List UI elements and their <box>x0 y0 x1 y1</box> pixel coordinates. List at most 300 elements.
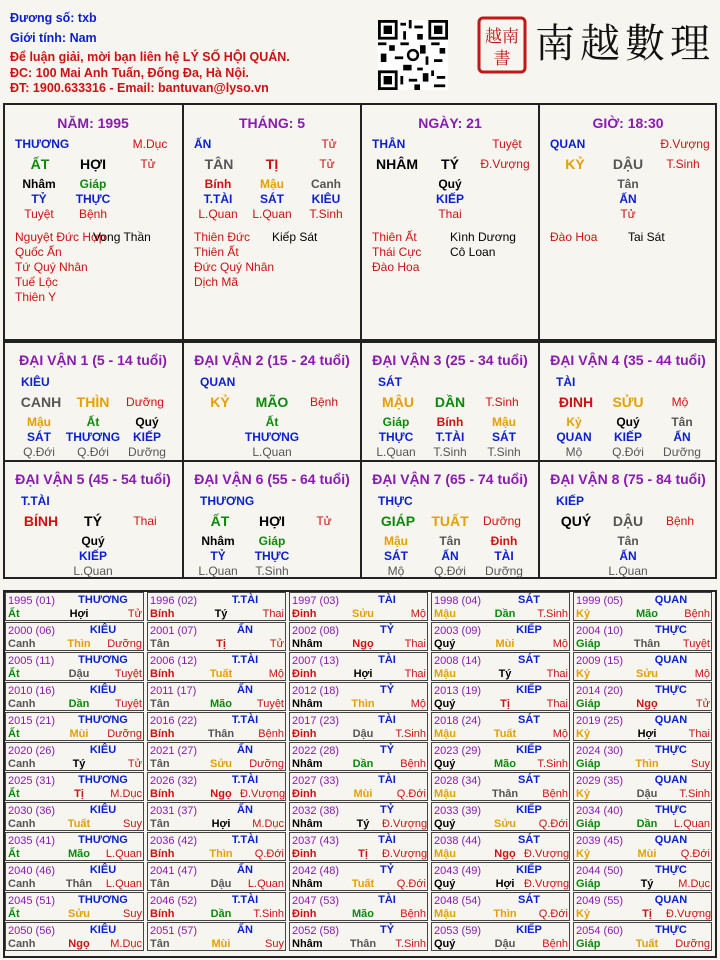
star-good: Thiên Đức <box>194 230 251 244</box>
annual-role: THƯƠNG <box>78 654 128 666</box>
annual-year: 2003 (09) <box>434 625 482 637</box>
annual-role: T.TÀI <box>231 714 259 726</box>
annual-can: Nhâm <box>292 698 323 710</box>
pillar-chi-state: T.Sinh <box>666 157 700 171</box>
annual-state: Đ.Vượng <box>382 848 428 860</box>
address-line: ĐC: 100 Mai Anh Tuấn, Đống Đa, Hà Nội. <box>10 66 249 80</box>
dai-van-hidden-can: Đinh <box>490 534 518 548</box>
annual-can: Đinh <box>292 668 317 680</box>
annual-cell[interactable] <box>289 892 428 921</box>
annual-year: 2029 (35) <box>576 775 624 787</box>
star-good: Thiên Ất <box>194 245 239 259</box>
annual-role: KIẾP <box>516 624 542 636</box>
annual-year: 2023 (29) <box>434 745 482 757</box>
dai-van-hidden-can: Nhâm <box>201 534 235 548</box>
dai-van-title: ĐẠI VẬN 5 (45 - 54 tuổi) <box>15 471 171 487</box>
annual-can: Mậu <box>434 668 456 680</box>
annual-cell[interactable] <box>573 712 712 741</box>
annual-chi: Tị <box>500 698 510 710</box>
annual-chi: Tý <box>498 668 512 680</box>
annual-cell[interactable] <box>573 862 712 891</box>
annual-cell[interactable] <box>5 862 144 891</box>
annual-state: Tuyệt <box>682 638 710 650</box>
dai-van-chi: HỢI <box>259 513 285 529</box>
annual-year: 2034 (40) <box>576 805 624 817</box>
annual-cell[interactable] <box>147 682 286 711</box>
annual-year: 2046 (52) <box>150 895 198 907</box>
annual-cell[interactable] <box>289 832 428 861</box>
annual-state: Đ.Vượng <box>382 818 428 830</box>
hidden-can: Bính <box>204 177 232 191</box>
dai-van-hidden-role: KIẾP <box>78 549 107 563</box>
annual-year: 2047 (53) <box>292 895 340 907</box>
annual-chi: Tý <box>214 608 228 620</box>
annual-can: Mậu <box>434 848 456 860</box>
annual-cell[interactable] <box>147 922 286 951</box>
annual-state: Mộ <box>552 728 568 740</box>
dai-van-hidden-can: Quý <box>616 415 640 429</box>
annual-cell[interactable] <box>431 592 570 621</box>
annual-chi: Hợi <box>211 818 231 830</box>
annual-cell[interactable] <box>573 622 712 651</box>
annual-year: 1998 (04) <box>434 595 482 607</box>
pillar-can: TÂN <box>204 156 234 172</box>
dai-van-hidden-role: ẤN <box>441 549 459 563</box>
annual-cell[interactable] <box>147 892 286 921</box>
annual-cell[interactable] <box>431 652 570 681</box>
annual-chi: Tuất <box>209 668 233 680</box>
annual-cell[interactable] <box>5 802 144 831</box>
annual-role: QUAN <box>654 894 688 906</box>
annual-year: 2054 (60) <box>576 925 624 937</box>
annual-state: Bệnh <box>684 608 710 620</box>
annual-state: Mộ <box>268 668 284 680</box>
hidden-can: Tân <box>617 177 639 191</box>
annual-role: ẤN <box>237 744 253 756</box>
annual-can: Kỷ <box>576 668 591 680</box>
annual-cell[interactable] <box>573 682 712 711</box>
annual-cell[interactable] <box>5 622 144 651</box>
annual-state: M.Dục <box>678 878 710 890</box>
dai-van-hidden-state: Q.Đới <box>77 445 109 459</box>
annual-cell[interactable] <box>289 682 428 711</box>
dai-van-can: KỶ <box>210 394 230 410</box>
annual-role: THƯƠNG <box>78 714 128 726</box>
annual-can: Nhâm <box>292 878 323 890</box>
annual-year: 2032 (38) <box>292 805 340 817</box>
dai-van-hidden-role: KIẾP <box>613 430 642 444</box>
annual-can: Ất <box>8 668 20 680</box>
annual-chi: Tị <box>74 788 84 800</box>
annual-cell[interactable] <box>431 892 570 921</box>
annual-role: THỰC <box>655 924 687 936</box>
annual-can: Giáp <box>576 878 601 890</box>
annual-year: 2048 (54) <box>434 895 482 907</box>
annual-can: Tân <box>150 818 170 830</box>
annual-state: Q.Đới <box>396 878 426 890</box>
annual-state: L.Quan <box>105 848 142 860</box>
dai-van-hidden-state: T.Sinh <box>487 445 521 459</box>
dai-van-hidden-can: Kỷ <box>566 415 582 429</box>
annual-role: ẤN <box>237 864 253 876</box>
annual-year: 1997 (03) <box>292 595 340 607</box>
annual-cell[interactable] <box>289 802 428 831</box>
annual-year: 2044 (50) <box>576 865 624 877</box>
annual-role: KIẾP <box>516 924 542 936</box>
owner-name: Đương số: txb <box>10 11 97 25</box>
annual-chi: Ngọ <box>210 788 232 800</box>
annual-cell[interactable] <box>5 652 144 681</box>
annual-year: 1996 (02) <box>150 595 198 607</box>
annual-cell[interactable] <box>5 682 144 711</box>
dai-van-hidden-can: Bính <box>436 415 464 429</box>
dai-van-role: THỰC <box>378 494 413 508</box>
annual-state: T.Sinh <box>679 788 710 800</box>
annual-state: Suy <box>265 938 284 950</box>
annual-state: L.Quan <box>673 818 710 830</box>
annual-role: TÀI <box>378 834 396 846</box>
dai-van-can: ẤT <box>210 513 230 529</box>
hidden-state: Bệnh <box>78 207 108 221</box>
annual-state: Thai <box>404 668 426 680</box>
annual-can: Quý <box>434 818 456 830</box>
annual-cell[interactable] <box>431 622 570 651</box>
annual-can: Kỷ <box>576 848 591 860</box>
hidden-role: T.TÀI <box>203 192 233 206</box>
annual-year: 2025 (31) <box>8 775 56 787</box>
annual-role: ẤN <box>237 804 253 816</box>
annual-role: SÁT <box>518 594 540 606</box>
annual-cell[interactable] <box>573 772 712 801</box>
annual-role: TỶ <box>379 684 395 696</box>
annual-chi: Sửu <box>351 608 375 620</box>
annual-chi: Mão <box>636 608 658 620</box>
annual-chi: Dậu <box>68 668 90 680</box>
dai-van-hidden-role: THƯƠNG <box>65 430 121 444</box>
annual-state: Suy <box>123 908 142 920</box>
annual-state: Bệnh <box>400 908 426 920</box>
annual-cell[interactable] <box>147 712 286 741</box>
dai-van-title: ĐẠI VẬN 6 (55 - 64 tuổi) <box>194 471 350 487</box>
annual-cell[interactable] <box>289 652 428 681</box>
dai-van-title: ĐẠI VẬN 2 (15 - 24 tuổi) <box>194 352 350 368</box>
annual-cell[interactable] <box>431 742 570 771</box>
dai-van-hidden-state: T.Sinh <box>255 564 289 578</box>
annual-role: QUAN <box>654 654 688 666</box>
annual-cell[interactable] <box>289 712 428 741</box>
annual-cell[interactable] <box>5 772 144 801</box>
star-bad: Vong Thần <box>93 230 151 244</box>
dai-van-hidden-role: TỶ <box>210 549 226 563</box>
annual-cell[interactable] <box>147 652 286 681</box>
annual-role: KIÊU <box>89 744 117 756</box>
annual-cell[interactable] <box>573 922 712 951</box>
qr-code-icon[interactable] <box>378 20 448 90</box>
annual-role: THƯƠNG <box>78 594 128 606</box>
annual-cell[interactable] <box>431 922 570 951</box>
annual-cell[interactable] <box>431 832 570 861</box>
annual-state: T.Sinh <box>537 608 568 620</box>
divider <box>538 341 540 579</box>
annual-year: 2052 (58) <box>292 925 340 937</box>
annual-role: SÁT <box>518 834 540 846</box>
annual-can: Nhâm <box>292 818 323 830</box>
annual-chi: Dậu <box>352 728 374 740</box>
annual-chi: Mão <box>352 908 374 920</box>
annual-cell[interactable] <box>5 892 144 921</box>
annual-chi: Mão <box>494 758 516 770</box>
annual-can: Quý <box>434 638 456 650</box>
annual-role: TÀI <box>378 654 396 666</box>
dai-van-hidden-can: Ất <box>86 415 100 429</box>
annual-cell[interactable] <box>289 862 428 891</box>
annual-year: 2042 (48) <box>292 865 340 877</box>
seal-stamp-icon <box>477 15 527 75</box>
annual-state: Bệnh <box>258 728 284 740</box>
annual-state: Thai <box>546 668 568 680</box>
annual-can: Ất <box>8 848 20 860</box>
annual-state: Bệnh <box>542 788 568 800</box>
annual-chi: Thân <box>633 638 661 650</box>
annual-year: 2024 (30) <box>576 745 624 757</box>
annual-cell[interactable] <box>5 742 144 771</box>
dai-van-hidden-can: Tân <box>439 534 461 548</box>
annual-chi: Dậu <box>210 878 232 890</box>
annual-cell[interactable] <box>147 772 286 801</box>
annual-cell[interactable] <box>5 832 144 861</box>
pillar-chi-state: Đ.Vượng <box>480 157 530 171</box>
annual-role: TÀI <box>378 894 396 906</box>
star-good: Đào Hoa <box>550 230 598 244</box>
pillar-chi: TÝ <box>441 156 459 172</box>
annual-year: 2031 (37) <box>150 805 198 817</box>
annual-state: T.Sinh <box>395 728 426 740</box>
divider <box>182 341 184 579</box>
pillar-role-state: Tuyệt <box>492 137 522 151</box>
annual-can: Mậu <box>434 728 456 740</box>
annual-can: Kỷ <box>576 728 591 740</box>
annual-role: THỰC <box>655 804 687 816</box>
annual-year: 2033 (39) <box>434 805 482 817</box>
hidden-state: T.Sinh <box>309 207 343 221</box>
annual-year: 2027 (33) <box>292 775 340 787</box>
annual-year: 2000 (06) <box>8 625 56 637</box>
pillar-title: NGÀY: 21 <box>418 115 482 131</box>
annual-role: T.TÀI <box>231 834 259 846</box>
divider <box>360 103 362 341</box>
annual-year: 2035 (41) <box>8 835 56 847</box>
annual-state: Q.Đới <box>396 788 426 800</box>
annual-cell[interactable] <box>147 742 286 771</box>
annual-chi: Tị <box>642 908 652 920</box>
annual-cell[interactable] <box>431 802 570 831</box>
annual-chi: Mão <box>210 698 232 710</box>
hidden-role: ẤN <box>619 192 637 206</box>
annual-cell[interactable] <box>147 832 286 861</box>
annual-cell[interactable] <box>431 682 570 711</box>
pillar-chi: TỊ <box>265 156 279 172</box>
annual-year: 2020 (26) <box>8 745 56 757</box>
annual-role: KIẾP <box>516 684 542 696</box>
dai-van-chi: DẦN <box>434 394 466 410</box>
annual-cell[interactable] <box>289 742 428 771</box>
annual-year: 2040 (46) <box>8 865 56 877</box>
pillar-can: KỶ <box>565 156 585 172</box>
annual-role: TÀI <box>378 774 396 786</box>
annual-state: Đ.Vượng <box>524 878 570 890</box>
pillar-can: NHÂM <box>376 156 418 172</box>
pillar-role: THƯƠNG <box>15 137 70 151</box>
annual-cell[interactable] <box>289 592 428 621</box>
annual-cell[interactable] <box>5 712 144 741</box>
annual-can: Kỷ <box>576 608 591 620</box>
dai-van-can: MẬU <box>382 394 414 410</box>
annual-state: Thai <box>404 638 426 650</box>
annual-can: Tân <box>150 638 170 650</box>
dai-van-title: ĐẠI VẬN 8 (75 - 84 tuổi) <box>550 471 706 487</box>
annual-state: M.Dục <box>110 938 142 950</box>
annual-year: 2018 (24) <box>434 715 482 727</box>
star-bad: Kình Dương <box>450 230 516 244</box>
dai-van-hidden-can: Ất <box>265 415 279 429</box>
pillar-title: THÁNG: 5 <box>238 115 306 131</box>
dai-van-role: SÁT <box>378 375 402 389</box>
annual-state: Q.Đới <box>680 848 710 860</box>
annual-can: Canh <box>8 818 36 830</box>
star-good: Quốc Ấn <box>15 245 62 259</box>
annual-cell[interactable] <box>5 922 144 951</box>
hidden-role: THỰC <box>75 192 111 206</box>
annual-year: 2015 (21) <box>8 715 56 727</box>
annual-cell[interactable] <box>5 592 144 621</box>
annual-can: Ất <box>8 728 20 740</box>
annual-cell[interactable] <box>573 802 712 831</box>
annual-chi: Thìn <box>493 908 517 920</box>
annual-chi: Dậu <box>636 788 658 800</box>
annual-cell[interactable] <box>573 832 712 861</box>
annual-year: 2010 (16) <box>8 685 56 697</box>
pillar-role-state: M.Dục <box>132 137 168 151</box>
dai-van-hidden-can: Giáp <box>258 534 286 548</box>
annual-cell[interactable] <box>431 862 570 891</box>
dai-van-can: QUÝ <box>560 513 592 529</box>
annual-state: Bệnh <box>542 938 568 950</box>
annual-cell[interactable] <box>147 592 286 621</box>
annual-chi: Ngọ <box>68 938 90 950</box>
annual-chi: Ngọ <box>494 848 516 860</box>
star-good: Tuế Lộc <box>15 275 58 289</box>
annual-role: KIÊU <box>89 924 117 936</box>
annual-cell[interactable] <box>289 922 428 951</box>
annual-chi: Thân <box>207 728 235 740</box>
phone-email-line: ĐT: 1900.633316 - Email: bantuvan@lyso.vn <box>10 81 269 95</box>
annual-cell[interactable] <box>431 712 570 741</box>
annual-can: Đinh <box>292 728 317 740</box>
pillar-chi: DẬU <box>612 156 644 172</box>
annual-year: 2001 (07) <box>150 625 198 637</box>
annual-state: Tử <box>695 698 710 710</box>
annual-state: L.Quan <box>247 878 284 890</box>
dai-van-can: CANH <box>20 394 62 410</box>
annual-chi: Sửu <box>635 668 659 680</box>
pillar-role-state: Tử <box>321 137 337 151</box>
annual-can: Giáp <box>576 938 601 950</box>
dai-van-hidden-role: ẤN <box>619 549 637 563</box>
annual-state: Mộ <box>410 698 426 710</box>
annual-can: Mậu <box>434 608 456 620</box>
annual-cell[interactable] <box>431 772 570 801</box>
dai-van-chi: DẬU <box>612 513 644 529</box>
annual-role: ẤN <box>237 684 253 696</box>
dai-van-hidden-state: L.Quan <box>73 564 113 578</box>
annual-year: 2036 (42) <box>150 835 198 847</box>
annual-role: ẤN <box>237 624 253 636</box>
annual-chi: Thìn <box>209 848 233 860</box>
hidden-can: Nhâm <box>22 177 56 191</box>
annual-cell[interactable] <box>573 742 712 771</box>
gender: Giới tính: Nam <box>10 31 97 45</box>
star-bad: Tai Sát <box>628 230 665 244</box>
annual-chi: Hợi <box>353 668 373 680</box>
dai-van-hidden-can: Mậu <box>27 415 51 429</box>
annual-state: Mộ <box>552 638 568 650</box>
annual-cell[interactable] <box>573 892 712 921</box>
hidden-state: L.Quan <box>252 207 292 221</box>
annual-state: Thai <box>262 608 284 620</box>
annual-chi: Tuất <box>635 938 659 950</box>
annual-state: Mộ <box>410 608 426 620</box>
annual-cell[interactable] <box>289 772 428 801</box>
annual-role: TỶ <box>379 924 395 936</box>
annual-chi: Dậu <box>494 938 516 950</box>
annual-role: SÁT <box>518 774 540 786</box>
annual-cell[interactable] <box>147 802 286 831</box>
annual-role: QUAN <box>654 834 688 846</box>
annual-role: QUAN <box>654 594 688 606</box>
annual-cell[interactable] <box>289 622 428 651</box>
annual-state: Dưỡng <box>249 758 284 770</box>
annual-state: Q.Đới <box>538 908 568 920</box>
annual-role: TÀI <box>378 594 396 606</box>
annual-cell[interactable] <box>147 622 286 651</box>
annual-year: 2021 (27) <box>150 745 198 757</box>
star-good: Tứ Quý Nhân <box>15 260 88 274</box>
annual-year: 2039 (45) <box>576 835 624 847</box>
annual-state: Tử <box>127 758 142 770</box>
annual-can: Nhâm <box>292 638 323 650</box>
annual-can: Tân <box>150 758 170 770</box>
hidden-state: Thai <box>438 207 462 221</box>
annual-cell[interactable] <box>147 862 286 891</box>
annual-can: Giáp <box>576 638 601 650</box>
annual-cell[interactable] <box>573 652 712 681</box>
annual-can: Ất <box>8 908 20 920</box>
annual-state: Bệnh <box>400 758 426 770</box>
annual-year: 2030 (36) <box>8 805 56 817</box>
annual-can: Canh <box>8 758 36 770</box>
dai-van-hidden-state: L.Quan <box>252 445 292 459</box>
annual-chi: Tuất <box>493 728 517 740</box>
annual-chi: Hợi <box>495 878 515 890</box>
dai-van-chi: TÝ <box>84 513 102 529</box>
dai-van-chi: THÌN <box>76 394 110 410</box>
annual-cell[interactable] <box>573 592 712 621</box>
annual-year: 2037 (43) <box>292 835 340 847</box>
dai-van-hidden-role: SÁT <box>384 549 408 563</box>
divider <box>538 103 540 341</box>
annual-can: Quý <box>434 758 456 770</box>
dai-van-hidden-can: Mậu <box>492 415 516 429</box>
